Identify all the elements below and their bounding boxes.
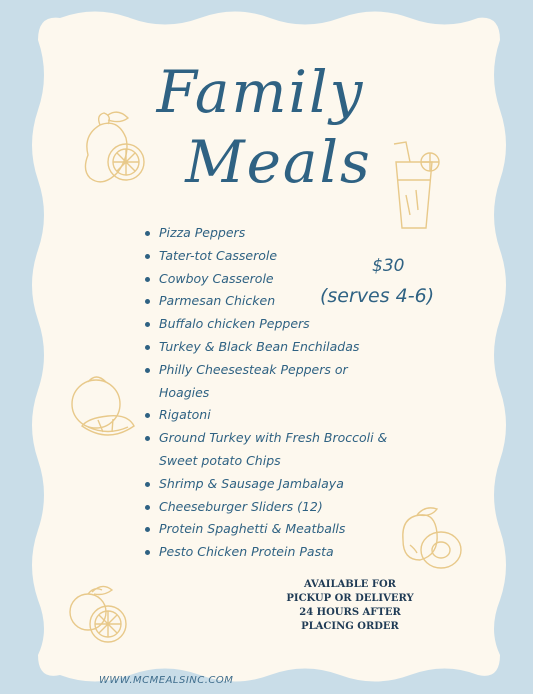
availability-line: PICKUP OR DELIVERY bbox=[286, 593, 414, 604]
website-link[interactable]: WWW.MCMEALSINC.COM bbox=[99, 675, 234, 686]
menu-item: Turkey & Black Bean Enchiladas bbox=[145, 336, 405, 359]
menu-item: Rigatoni bbox=[145, 404, 405, 427]
peach-icon bbox=[395, 505, 467, 575]
availability-line: PLACING ORDER bbox=[301, 621, 399, 632]
menu-item: Shrimp & Sausage Jambalaya bbox=[145, 473, 405, 496]
menu-item: Buffalo chicken Peppers bbox=[145, 313, 405, 336]
menu-item: Ground Turkey with Fresh Broccoli & Sweet potato Chips bbox=[145, 427, 404, 473]
lemon-icon bbox=[78, 110, 150, 192]
availability-line: 24 HOURS AFTER bbox=[299, 607, 401, 618]
menu-item: Cheeseburger Sliders (12) bbox=[145, 496, 405, 519]
menu-item: Pizza Peppers bbox=[145, 222, 405, 245]
menu-item: Philly Cheesesteak Peppers or Hoagies bbox=[145, 359, 359, 405]
grapefruit-icon bbox=[68, 374, 140, 444]
menu-list bbox=[145, 222, 405, 564]
orange-icon bbox=[66, 584, 136, 648]
price: $30 bbox=[372, 256, 405, 276]
menu-item: Cowboy Casserole bbox=[145, 268, 405, 291]
menu-item: Tater-tot Casserole bbox=[145, 245, 405, 268]
serving-size: (serves 4-6) bbox=[320, 285, 435, 307]
title-family: Family bbox=[156, 58, 365, 126]
menu-item: Protein Spaghetti & Meatballs bbox=[145, 518, 405, 541]
menu-item: Parmesan Chicken bbox=[145, 290, 405, 313]
title-meals: Meals bbox=[185, 128, 372, 196]
lemonade-glass-icon bbox=[388, 140, 448, 235]
availability-line: AVAILABLE FOR bbox=[304, 579, 396, 590]
menu-item: Pesto Chicken Protein Pasta bbox=[145, 541, 405, 564]
availability-note bbox=[285, 578, 415, 634]
